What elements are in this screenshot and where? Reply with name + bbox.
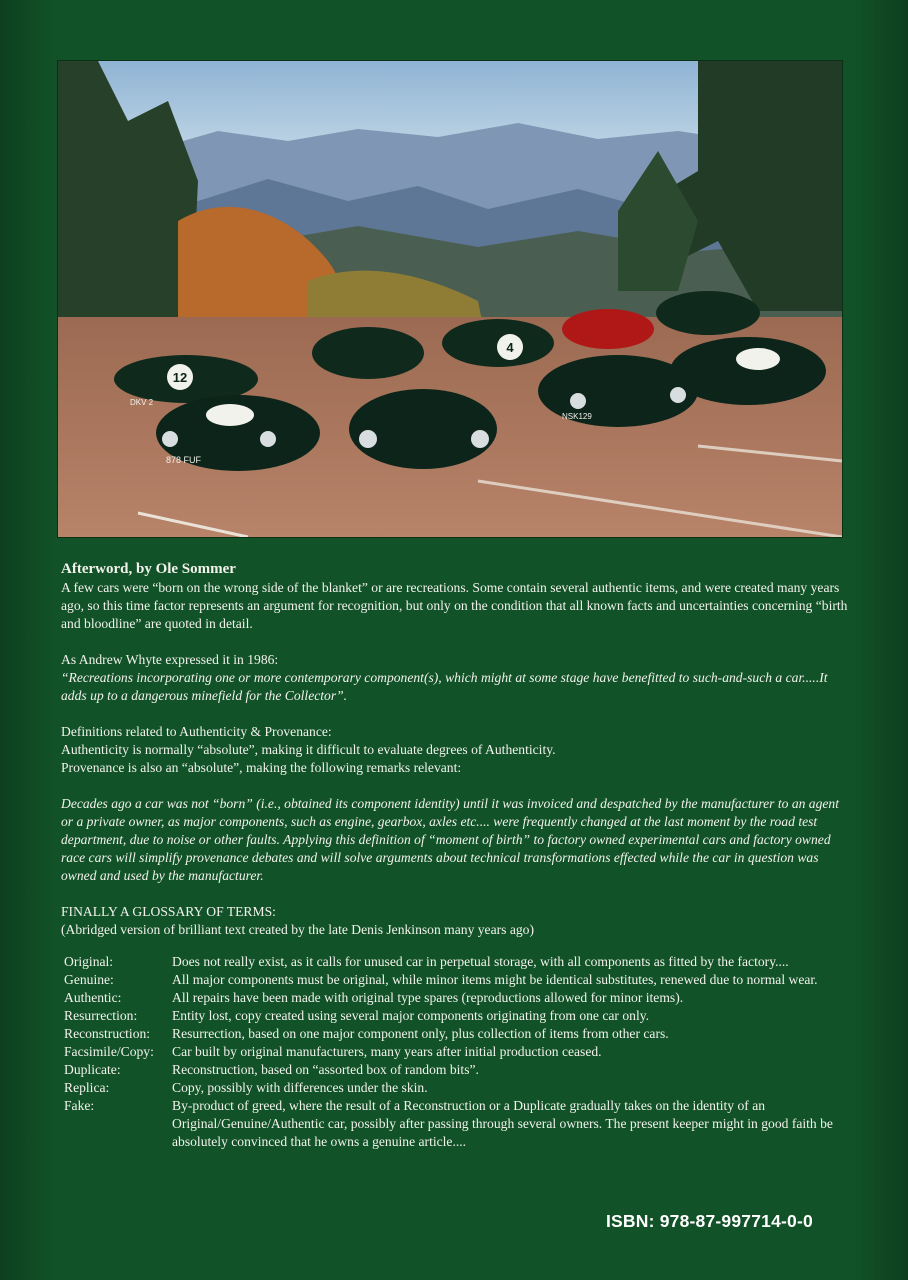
glossary-definition: Copy, possibly with differences under the skin.: [172, 1080, 428, 1095]
glossary-term: Authentic:: [64, 990, 122, 1005]
glossary-term: Genuine:: [64, 972, 114, 987]
isbn-number: ISBN: 978-87-997714-0-0: [606, 1211, 813, 1231]
car-number-4: 4: [506, 340, 514, 355]
plate-878-fuf: 878 FUF: [166, 455, 202, 465]
glossary-title: FINALLY A GLOSSARY OF TERMS:: [61, 904, 276, 919]
glossary-definition: All major components must be original, while minor items might be identical substitutes, renewed due to normal wear.: [172, 972, 818, 987]
glossary-definition: Car built by original manufacturers, many years after initial production ceased.: [172, 1044, 602, 1059]
afterword-intro: A few cars were “born on the wrong side of the blanket” or are recreations. Some contain several authentic items, and were created many years ago, so this time factor represents an argument for recognition, but only on the condition that all known facts and uncertainties concerning “birth and bloodline” are quoted in detail.: [61, 580, 848, 631]
glossary-term: Facsimile/Copy:: [64, 1044, 154, 1059]
glossary-term: Duplicate:: [64, 1062, 121, 1077]
glossary-definition: By-product of greed, where the result of a Reconstruction or a Duplicate gradually takes on the identity of an Original/Genuine/Authentic car, possibly after passing through several owners. The present keeper might in good faith be absolutely convinced that he owns a genuine article....: [172, 1098, 833, 1149]
glossary-row: [61, 971, 851, 989]
glossary-definition: Reconstruction, based on “assorted box of random bits”.: [172, 1062, 479, 1077]
glossary-definition: All repairs have been made with original type spares (reproductions allowed for minor items).: [172, 990, 684, 1005]
glossary-term: Original:: [64, 954, 114, 969]
afterword-text: [61, 560, 851, 1151]
plate-dkv: DKV 2: [130, 398, 154, 407]
whyte-quote: “Recreations incorporating one or more contemporary component(s), which might at some stage have benefitted to such-and-such a car.....It adds up to a dangerous minefield for the Collector”.: [61, 670, 828, 703]
glossary-row: [61, 1079, 851, 1097]
glossary-definition: Does not really exist, as it calls for unused car in perpetual storage, with all components as fitted by the factory....: [172, 954, 789, 969]
glossary-row: [61, 1007, 851, 1025]
glossary-definition: Resurrection, based on one major component only, plus collection of items from other cars.: [172, 1026, 669, 1041]
glossary-term: Fake:: [64, 1098, 95, 1113]
cars-on-mountain-photo: [58, 61, 842, 537]
glossary-subtitle: (Abridged version of brilliant text created by the late Denis Jenkinson many years ago): [61, 922, 534, 937]
authenticity-definition: Authenticity is normally “absolute”, making it difficult to evaluate degrees of Authenticity.: [61, 742, 556, 757]
cover-photo: [57, 60, 843, 538]
glossary-term: Replica:: [64, 1080, 110, 1095]
glossary-term: Resurrection:: [64, 1008, 138, 1023]
plate-nsk: NSK129: [562, 412, 592, 421]
glossary-definition: Entity lost, copy created using several major components originating from one car only.: [172, 1008, 650, 1023]
glossary-row: [61, 953, 851, 971]
glossary-term: Reconstruction:: [64, 1026, 151, 1041]
glossary-row: [61, 1061, 851, 1079]
glossary-row: [61, 1097, 851, 1151]
glossary-row: [61, 989, 851, 1007]
definitions-title: Definitions related to Authenticity & Provenance:: [61, 724, 332, 739]
decades-paragraph: Decades ago a car was not “born” (i.e., obtained its component identity) until it was invoiced and despatched by the manufacturer to an agent or a private owner, as major components, such as engine, gearbox, axles etc.... were frequently changed at the last moment by the road test department, due to noise or other faults. Applying this definition of “moment of birth” to factory owned experimental cars and factory owned race cars will simplify provenance debates and will solve arguments about technical transformations effected while the car in question was owned and used by the manufacturer.: [61, 796, 840, 883]
provenance-definition: Provenance is also an “absolute”, making the following remarks relevant:: [61, 760, 462, 775]
glossary-row: [61, 1025, 851, 1043]
afterword-heading: Afterword, by Ole Sommer: [61, 561, 236, 577]
glossary-row: [61, 1043, 851, 1061]
glossary-list: [61, 953, 851, 1151]
whyte-intro: As Andrew Whyte expressed it in 1986:: [61, 652, 279, 667]
car-number-12: 12: [172, 370, 188, 385]
